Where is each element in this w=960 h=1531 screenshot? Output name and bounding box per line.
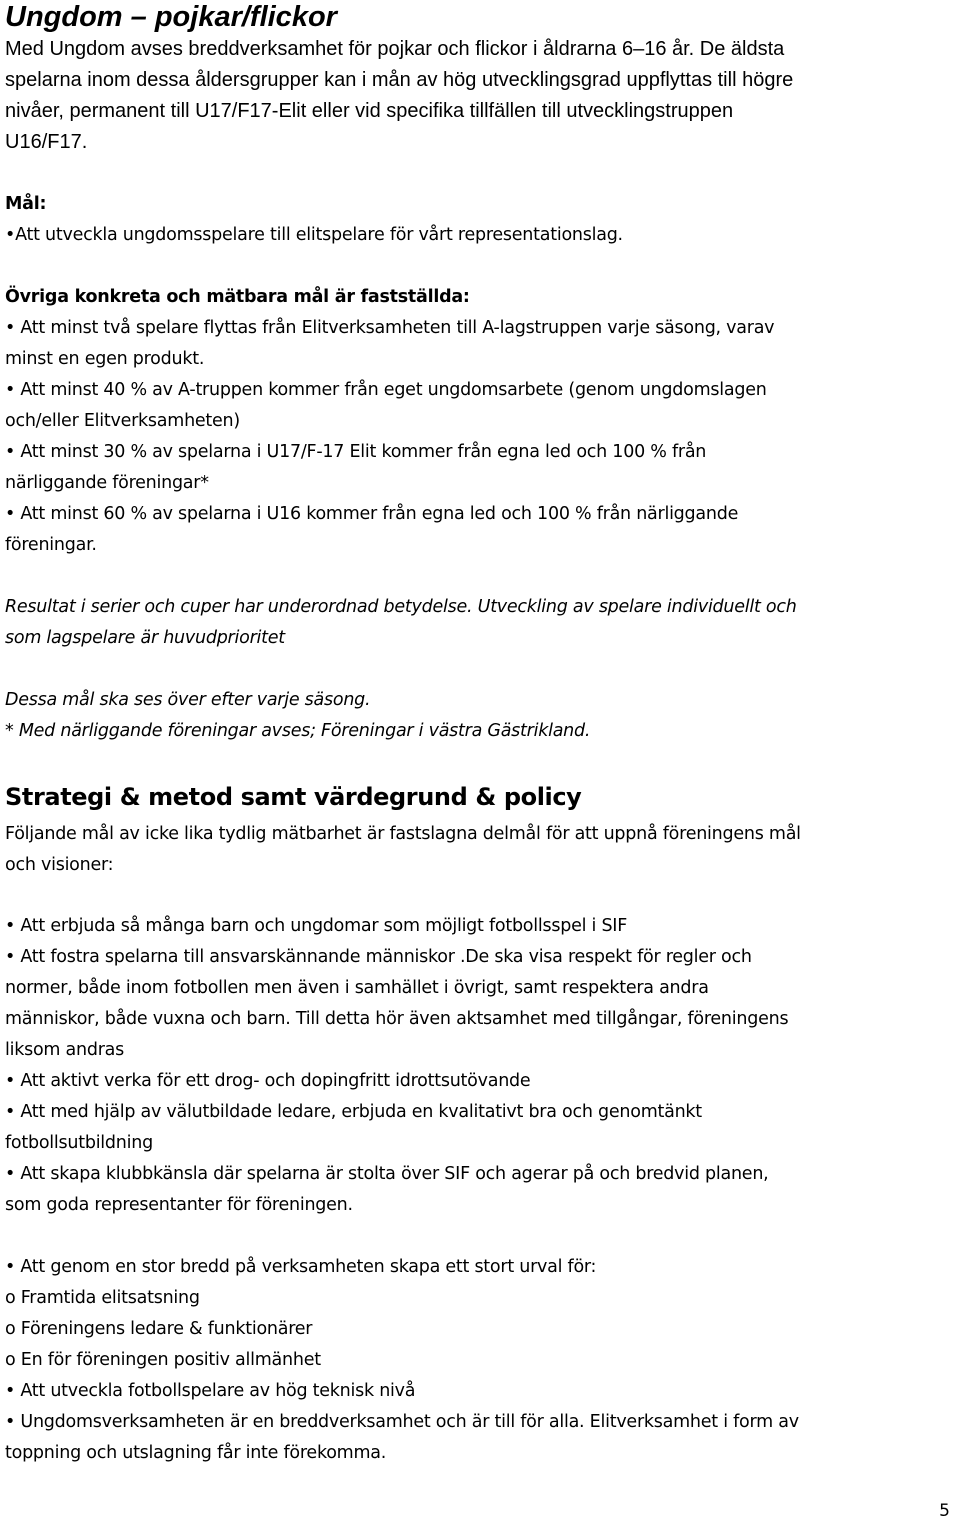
other-goal-line: och/eller Elitverksamheten) — [5, 411, 240, 431]
strategy-intro-line: Följande mål av icke lika tydlig mätbarhet är fastslagna delmål för att uppnå föreningens mål — [5, 824, 801, 844]
goal-heading: Mål: — [5, 194, 47, 214]
strategy-intro-line: och visioner: — [5, 855, 114, 875]
strategy-line: • Att aktivt verka för ett drog- och dopingfritt idrottsutövande — [5, 1071, 531, 1091]
strategy-line: • Att skapa klubbkänsla där spelarna är stolta över SIF och agerar på och bredvid planen, — [5, 1164, 769, 1184]
strategy-line: • Att genom en stor bredd på verksamheten skapa ett stort urval för: — [5, 1257, 597, 1277]
strategy-line: • Att med hjälp av välutbildade ledare, erbjuda en kvalitativt bra och genomtänkt — [5, 1102, 702, 1122]
note-line: Resultat i serier och cuper har underordnad betydelse. Utveckling av spelare individuellt och — [5, 597, 797, 617]
other-goal-line: närliggande föreningar* — [5, 473, 209, 493]
other-goal-line: • Att minst två spelare flyttas från Elitverksamheten till A-lagstruppen varje säsong, varav — [5, 318, 775, 338]
intro-line: spelarna inom dessa åldersgrupper kan i mån av hög utvecklingsgrad uppflyttas till högre — [5, 69, 794, 91]
strategy-line: människor, både vuxna och barn. Till detta hör även aktsamhet med tillgångar, föreningens — [5, 1009, 789, 1029]
note-line: Dessa mål ska ses över efter varje säsong. — [5, 690, 371, 710]
strategy-line: • Att fostra spelarna till ansvarskännande människor .De ska visa respekt för regler och — [5, 947, 752, 967]
intro-line: Med Ungdom avses breddverksamhet för pojkar och flickor i åldrarna 6–16 år. De äldsta — [5, 38, 785, 60]
strategy-line: o Föreningens ledare & funktionärer — [5, 1319, 313, 1339]
page-number: 5 — [939, 1501, 950, 1521]
other-goal-line: minst en egen produkt. — [5, 349, 205, 369]
strategy-line: som goda representanter för föreningen. — [5, 1195, 353, 1215]
strategy-line: • Ungdomsverksamheten är en breddverksamhet och är till för alla. Elitverksamhet i form av — [5, 1412, 799, 1432]
strategy-line: fotbollsutbildning — [5, 1133, 153, 1153]
note-line: * Med närliggande föreningar avses; Föreningar i västra Gästrikland. — [5, 721, 591, 741]
strategy-line: o En för föreningen positiv allmänhet — [5, 1350, 321, 1370]
section-title-strategi: Strategi & metod samt värdegrund & policy — [5, 783, 582, 811]
strategy-line: toppning och utslagning får inte förekomma. — [5, 1443, 387, 1463]
other-goals-heading: Övriga konkreta och mätbara mål är fastställda: — [5, 287, 470, 307]
intro-line: U16/F17. — [5, 131, 88, 153]
strategy-line: • Att erbjuda så många barn och ungdomar som möjligt fotbollsspel i SIF — [5, 916, 628, 936]
strategy-line: liksom andras — [5, 1040, 125, 1060]
other-goal-line: föreningar. — [5, 535, 97, 555]
goal-item: •Att utveckla ungdomsspelare till elitspelare för vårt representationslag. — [5, 225, 623, 245]
other-goal-line: • Att minst 40 % av A-truppen kommer från eget ungdomsarbete (genom ungdomslagen — [5, 380, 767, 400]
other-goal-line: • Att minst 60 % av spelarna i U16 kommer från egna led och 100 % från närliggande — [5, 504, 739, 524]
strategy-line: • Att utveckla fotbollspelare av hög teknisk nivå — [5, 1381, 416, 1401]
strategy-line: normer, både inom fotbollen men även i samhället i övrigt, samt respektera andra — [5, 978, 709, 998]
strategy-line: o Framtida elitsatsning — [5, 1288, 200, 1308]
section-title-ungdom: Ungdom – pojkar/flickor — [5, 1, 337, 33]
intro-line: nivåer, permanent till U17/F17-Elit eller vid specifika tillfällen till utvecklingstruppen — [5, 100, 734, 122]
note-line: som lagspelare är huvudprioritet — [5, 628, 285, 648]
other-goal-line: • Att minst 30 % av spelarna i U17/F-17 Elit kommer från egna led och 100 % från — [5, 442, 707, 462]
